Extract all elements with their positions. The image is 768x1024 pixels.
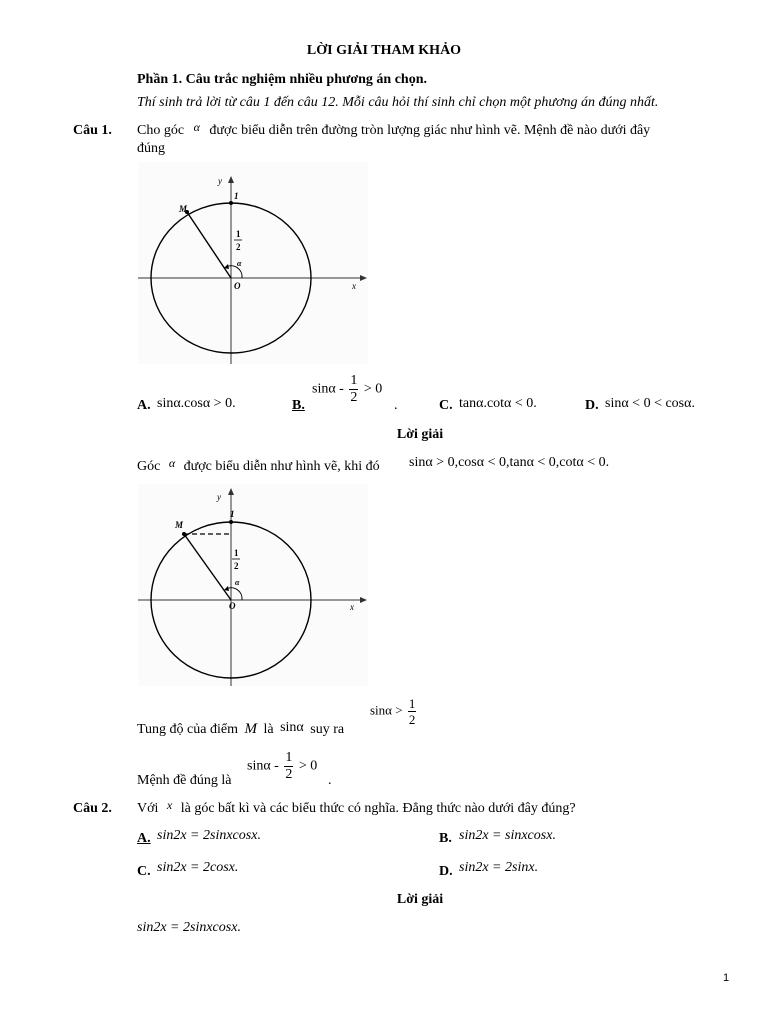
solution-1-line2-sin: sinα — [280, 720, 304, 735]
inequality-left: sinα > — [370, 702, 403, 718]
option-b-label: B. — [292, 398, 305, 413]
alpha-symbol: α — [193, 120, 200, 134]
label-1: 1 — [230, 509, 235, 519]
solution-2-expr: sin2x = 2sinxcosx. — [137, 920, 241, 935]
q2-option-c-expr: sin2x = 2cosx. — [157, 860, 239, 875]
question-1-text-after: được biểu diễn trên đường tròn lượng giác như hình vẽ. Mệnh đề nào dưới đây — [209, 123, 651, 138]
label-x: x — [350, 602, 354, 612]
label-alpha: α — [237, 259, 242, 268]
q2-option-a-label: A. — [137, 831, 151, 846]
q2-option-c-label: C. — [137, 864, 151, 879]
answer-left: sinα - — [247, 758, 279, 774]
solution-1-line2-text: Tung độ của điểm — [137, 722, 238, 737]
solution-2-text: sin2x = 2sinxcosx — [137, 920, 238, 935]
q2-option-d-text: sin2x = 2sinx — [459, 860, 535, 875]
question-2-text-after: là góc bất kì và các biểu thức có nghĩa. Đẳng thức nào dưới đây đúng? — [180, 801, 576, 816]
question-2-text-before: Với — [137, 801, 159, 816]
option-a-text: sinα.cosα > 0 — [157, 396, 233, 411]
option-d-label: D. — [585, 398, 599, 413]
option-c-label: C. — [439, 398, 453, 413]
solution-heading-1: Lời giải — [396, 427, 444, 442]
solution-heading-2: Lời giải — [396, 892, 444, 907]
label-o: O — [229, 601, 236, 611]
unit-circle-figure-1 — [138, 162, 368, 364]
part-heading: Phần 1. Câu trắc nghiệm nhiều phương án chọn. — [137, 72, 427, 87]
page-title: LỜI GIẢI THAM KHẢO — [306, 43, 462, 58]
inequality-num: 1 — [408, 696, 416, 711]
frac-den: 2 — [236, 242, 241, 252]
inequality-den: 2 — [408, 712, 416, 727]
option-c-text: tanα.cotα < 0 — [459, 396, 534, 411]
label-y: y — [218, 176, 222, 186]
label-y: y — [217, 492, 221, 502]
option-d-expr: sinα < 0 < cosα. — [605, 396, 695, 411]
frac-num: 1 — [236, 229, 241, 239]
q2-option-b-expr: sin2x = sinxcosx. — [459, 828, 556, 843]
option-b-num: 1 — [350, 373, 358, 388]
q2-option-b-label: B. — [439, 831, 452, 846]
solution-1-inequality — [370, 697, 418, 726]
unit-circle-figure-2 — [138, 484, 368, 686]
frac-den: 2 — [234, 561, 239, 571]
question-1-label: Câu 1. — [73, 123, 112, 138]
solution-1-line3-text: Mệnh đề đúng là — [137, 773, 232, 788]
label-alpha: α — [235, 578, 240, 587]
alpha-symbol-2: α — [168, 456, 176, 470]
question-1-text — [137, 120, 651, 139]
label-o: O — [234, 281, 241, 291]
option-b-expr — [312, 374, 382, 405]
x-variable: x — [166, 798, 173, 812]
solution-1-line1 — [137, 456, 380, 475]
question-1-text-before: Cho góc — [137, 123, 185, 138]
option-b-right: > 0 — [363, 381, 383, 397]
question-2-text — [137, 798, 576, 817]
solution-1-line1-text: Góc — [137, 459, 161, 474]
question-2-label: Câu 2. — [73, 801, 112, 816]
answer-right: > 0 — [298, 758, 318, 774]
solution-1-line2 — [137, 721, 344, 738]
q2-option-a-text: sin2x = 2sinxcosx — [157, 828, 258, 843]
q2-option-d-expr: sin2x = 2sinx. — [459, 860, 539, 875]
question-1-text-line2: đúng — [137, 141, 165, 156]
page-number: 1 — [723, 972, 730, 984]
solution-1-answer-expr — [247, 751, 317, 782]
option-a-expr: sinα.cosα > 0. — [157, 396, 236, 411]
option-b-den: 2 — [350, 390, 358, 405]
solution-1-line2-suyra: suy ra — [310, 722, 345, 737]
label-x: x — [352, 281, 356, 291]
option-c-expr: tanα.cotα < 0. — [459, 396, 537, 411]
option-d-text: sinα < 0 < cosα — [605, 396, 692, 411]
point-m: M — [244, 721, 257, 737]
solution-1-line1-mid: được biểu diễn như hình vẽ, khi đó — [183, 459, 380, 474]
q2-option-c-text: sin2x = 2cosx — [157, 860, 235, 875]
q2-option-a-expr: sin2x = 2sinxcosx. — [157, 828, 261, 843]
solution-1-line2-la: là — [263, 722, 274, 737]
q2-option-d-label: D. — [439, 864, 453, 879]
solution-1-sign-expr: sinα > 0,cosα < 0,tanα < 0,cotα < 0. — [409, 455, 610, 470]
option-b-left: sinα - — [312, 381, 344, 397]
answer-num: 1 — [285, 750, 293, 765]
option-a-label: A. — [137, 398, 151, 413]
part-instruction: Thí sinh trả lời từ câu 1 đến câu 12. Mỗi câu hỏi thí sinh chỉ chọn một phương án đúng nhất. — [137, 95, 659, 110]
label-m: M — [179, 204, 188, 214]
frac-num: 1 — [234, 548, 239, 558]
answer-den: 2 — [285, 767, 293, 782]
label-1: 1 — [234, 191, 239, 201]
solution-1-sign-text: sinα > 0,cosα < 0,tanα < 0,cotα < 0 — [409, 455, 606, 470]
q2-option-b-text: sin2x = sinxcosx — [459, 828, 553, 843]
label-m: M — [175, 520, 184, 530]
